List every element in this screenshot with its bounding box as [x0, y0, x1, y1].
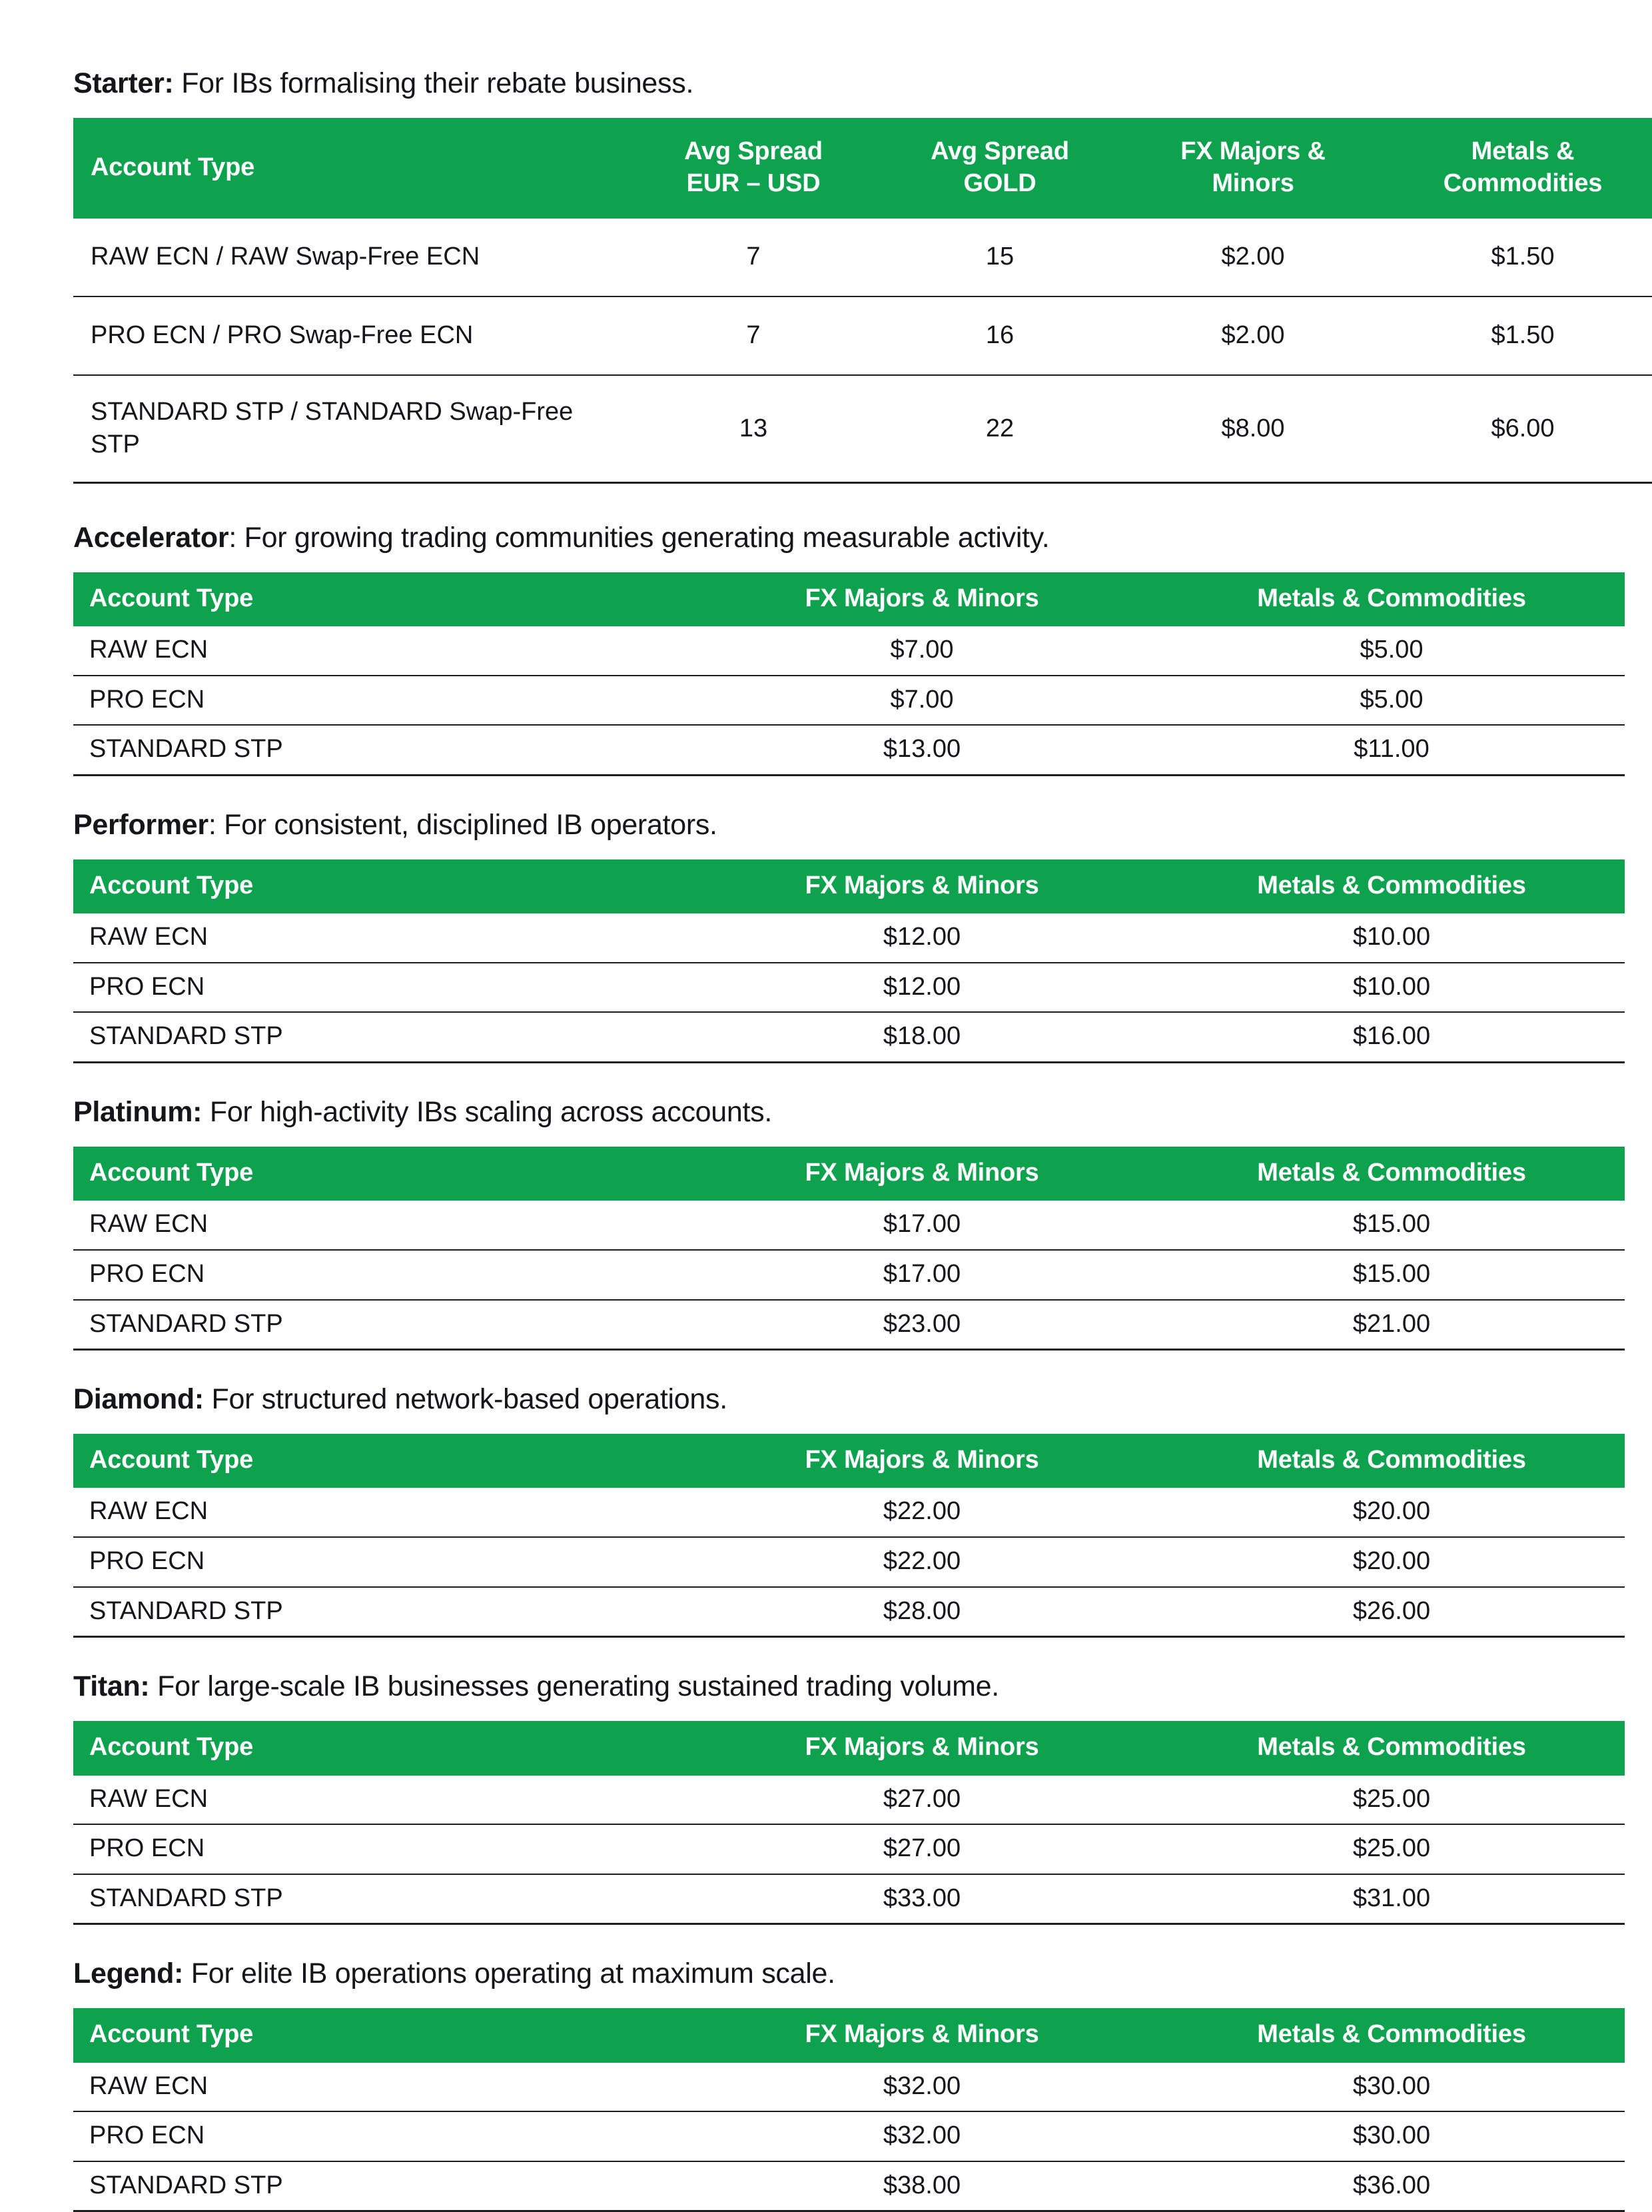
table-body-starter [73, 219, 1652, 482]
table-platinum [73, 1147, 1625, 1351]
tier-label-accelerator: Accelerator [73, 521, 229, 554]
tier-description-accelerator: : For growing trading communities generating measurable activity. [228, 521, 1050, 554]
column-header-metals-commodities: Metals & Commodities [1158, 1721, 1625, 1776]
header-row [73, 118, 1652, 219]
tier-description-performer: : For consistent, disciplined IB operators. [208, 808, 717, 841]
tier-label-diamond: Diamond: [73, 1383, 204, 1416]
table-row [73, 1012, 1625, 1062]
table-row [73, 2111, 1625, 2161]
spacer [73, 1925, 1579, 1957]
cell-account-type: RAW ECN [73, 913, 685, 963]
cell-fx-majors-minors: $12.00 [685, 913, 1158, 963]
table-row [73, 913, 1625, 963]
cell-account-type: RAW ECN [73, 1201, 685, 1250]
table-body-titan [73, 1776, 1625, 1924]
cell-metals-commodities: $5.00 [1158, 676, 1625, 726]
cell-fx-majors-minors: $32.00 [685, 2111, 1158, 2161]
cell-metals-commodities: $30.00 [1158, 2111, 1625, 2161]
column-header-metals-commodities: Metals & Commodities [1158, 1434, 1625, 1488]
table-row [73, 1537, 1625, 1587]
cell-account-type: STANDARD STP [73, 1012, 685, 1062]
tier-label-starter: Starter: [73, 67, 174, 99]
spacer [73, 1063, 1579, 1095]
table-header-performer [73, 859, 1625, 914]
cell-metals-commodities: $16.00 [1158, 1012, 1625, 1062]
cell-fx-majors-minors: $27.00 [685, 1824, 1158, 1874]
table-body-diamond [73, 1488, 1625, 1636]
table-row [73, 296, 1652, 375]
cell-account-type: RAW ECN / RAW Swap-Free ECN [73, 219, 630, 296]
table-starter [73, 118, 1652, 484]
table-row [73, 375, 1652, 482]
table-row [73, 2161, 1625, 2211]
section-title-accelerator [73, 521, 1579, 555]
cell-metals-commodities: $1.50 [1383, 296, 1652, 375]
cell-account-type: PRO ECN [73, 1537, 685, 1587]
column-header-fx-majors-minors: FX Majors & Minors [685, 1434, 1158, 1488]
cell-metals-commodities: $25.00 [1158, 1776, 1625, 1825]
cell-metals-commodities: $5.00 [1158, 626, 1625, 676]
cell-avg-spread-eurusd: 7 [630, 296, 877, 375]
cell-account-type: STANDARD STP [73, 1874, 685, 1924]
table-row [73, 963, 1625, 1013]
column-header-fx-majors-minors: FX Majors & Minors [685, 1147, 1158, 1201]
cell-avg-spread-gold: 15 [877, 219, 1123, 296]
cell-metals-commodities: $10.00 [1158, 913, 1625, 963]
column-header-fx-majors-minors: FX Majors & Minors [685, 2008, 1158, 2063]
table-row [73, 1824, 1625, 1874]
column-header-fx-majors-minors: FX Majors & Minors [685, 859, 1158, 914]
cell-avg-spread-eurusd: 7 [630, 219, 877, 296]
header-row [73, 1721, 1625, 1776]
cell-account-type: PRO ECN / PRO Swap-Free ECN [73, 296, 630, 375]
table-row [73, 2063, 1625, 2112]
cell-account-type: PRO ECN [73, 963, 685, 1013]
column-header-account-type: Account Type [73, 1147, 685, 1201]
cell-fx-majors-minors: $7.00 [685, 676, 1158, 726]
cell-fx-majors-minors: $18.00 [685, 1012, 1158, 1062]
column-header-fx-majors-minors: FX Majors & Minors [1123, 118, 1383, 219]
cell-metals-commodities: $20.00 [1158, 1488, 1625, 1537]
cell-fx-majors-minors: $38.00 [685, 2161, 1158, 2211]
column-header-metals-commodities: Metals & Commodities [1158, 1147, 1625, 1201]
tier-description-diamond: For structured network-based operations. [203, 1383, 727, 1416]
cell-account-type: STANDARD STP / STANDARD Swap-Free STP [73, 375, 630, 482]
table-body-performer [73, 913, 1625, 1062]
table-header-diamond [73, 1434, 1625, 1488]
cell-account-type: RAW ECN [73, 626, 685, 676]
cell-metals-commodities: $10.00 [1158, 963, 1625, 1013]
table-row [73, 1201, 1625, 1250]
cell-account-type: PRO ECN [73, 1250, 685, 1300]
table-body-accelerator [73, 626, 1625, 775]
spacer [73, 776, 1579, 808]
cell-metals-commodities: $20.00 [1158, 1537, 1625, 1587]
table-header-accelerator [73, 572, 1625, 627]
cell-account-type: RAW ECN [73, 2063, 685, 2112]
table-header-starter [73, 118, 1652, 219]
section-starter [73, 67, 1603, 484]
tier-label-performer: Performer [73, 808, 208, 841]
cell-metals-commodities: $11.00 [1158, 725, 1625, 775]
tier-label-titan: Titan: [73, 1670, 150, 1703]
tier-description-starter: For IBs formalising their rebate business. [173, 67, 694, 99]
table-row [73, 676, 1625, 726]
table-header-platinum [73, 1147, 1625, 1201]
table-row [73, 1874, 1625, 1924]
cell-fx-majors-minors: $12.00 [685, 963, 1158, 1013]
section-diamond [73, 1382, 1579, 1638]
column-header-metals-commodities: Metals & Commodities [1383, 118, 1652, 219]
table-row [73, 725, 1625, 775]
column-header-metals-commodities: Metals & Commodities [1158, 2008, 1625, 2063]
column-header-account-type: Account Type [73, 1721, 685, 1776]
cell-fx-majors-minors: $13.00 [685, 725, 1158, 775]
cell-metals-commodities: $36.00 [1158, 2161, 1625, 2211]
table-titan [73, 1721, 1625, 1925]
header-row [73, 572, 1625, 627]
header-row [73, 859, 1625, 914]
cell-account-type: PRO ECN [73, 676, 685, 726]
cell-account-type: STANDARD STP [73, 1587, 685, 1637]
section-title-starter [73, 67, 1579, 101]
cell-avg-spread-gold: 16 [877, 296, 1123, 375]
table-header-titan [73, 1721, 1625, 1776]
tier-label-platinum: Platinum: [73, 1095, 203, 1128]
table-row [73, 1776, 1625, 1825]
table-row [73, 1300, 1625, 1350]
table-row [73, 1587, 1625, 1637]
cell-fx-majors-minors: $33.00 [685, 1874, 1158, 1924]
table-legend [73, 2008, 1625, 2212]
table-header-legend [73, 2008, 1625, 2063]
cell-fx-majors-minors: $22.00 [685, 1488, 1158, 1537]
cell-fx-majors-minors: $2.00 [1123, 219, 1383, 296]
header-row [73, 1434, 1625, 1488]
column-header-account-type: Account Type [73, 859, 685, 914]
header-row [73, 1147, 1625, 1201]
cell-fx-majors-minors: $8.00 [1123, 375, 1383, 482]
section-legend [73, 1957, 1579, 2212]
cell-metals-commodities: $26.00 [1158, 1587, 1625, 1637]
cell-metals-commodities: $30.00 [1158, 2063, 1625, 2112]
spacer [73, 1351, 1579, 1382]
cell-metals-commodities: $15.00 [1158, 1201, 1625, 1250]
tier-description-platinum: For high-activity IBs scaling across accounts. [202, 1095, 772, 1128]
table-performer [73, 859, 1625, 1063]
cell-account-type: RAW ECN [73, 1776, 685, 1825]
section-performer [73, 808, 1579, 1063]
cell-fx-majors-minors: $27.00 [685, 1776, 1158, 1825]
tier-description-legend: For elite IB operations operating at maximum scale. [183, 1957, 835, 1990]
table-row [73, 1488, 1625, 1537]
column-header-avg-spread-gold: Avg Spread GOLD [877, 118, 1123, 219]
section-title-performer [73, 808, 1579, 842]
tier-description-titan: For large-scale IB businesses generating sustained trading volume. [149, 1670, 999, 1703]
cell-metals-commodities: $6.00 [1383, 375, 1652, 482]
table-row [73, 1250, 1625, 1300]
cell-account-type: PRO ECN [73, 1824, 685, 1874]
cell-fx-majors-minors: $17.00 [685, 1250, 1158, 1300]
column-header-account-type: Account Type [73, 118, 630, 219]
column-header-metals-commodities: Metals & Commodities [1158, 572, 1625, 627]
cell-fx-majors-minors: $2.00 [1123, 296, 1383, 375]
tier-label-legend: Legend: [73, 1957, 184, 1990]
column-header-account-type: Account Type [73, 2008, 685, 2063]
section-platinum [73, 1095, 1579, 1351]
table-row [73, 219, 1652, 296]
spacer [73, 1638, 1579, 1670]
cell-account-type: STANDARD STP [73, 1300, 685, 1350]
column-header-fx-majors-minors: FX Majors & Minors [685, 572, 1158, 627]
table-diamond [73, 1434, 1625, 1638]
cell-fx-majors-minors: $22.00 [685, 1537, 1158, 1587]
cell-metals-commodities: $1.50 [1383, 219, 1652, 296]
section-accelerator [73, 521, 1579, 776]
section-title-platinum [73, 1095, 1579, 1129]
cell-account-type: STANDARD STP [73, 2161, 685, 2211]
section-title-legend [73, 1957, 1579, 1991]
cell-fx-majors-minors: $32.00 [685, 2063, 1158, 2112]
column-header-metals-commodities: Metals & Commodities [1158, 859, 1625, 914]
table-row [73, 626, 1625, 676]
column-header-account-type: Account Type [73, 572, 685, 627]
cell-fx-majors-minors: $7.00 [685, 626, 1158, 676]
cell-fx-majors-minors: $23.00 [685, 1300, 1158, 1350]
cell-metals-commodities: $25.00 [1158, 1824, 1625, 1874]
section-titan [73, 1670, 1579, 1925]
cell-fx-majors-minors: $17.00 [685, 1201, 1158, 1250]
cell-account-type: STANDARD STP [73, 725, 685, 775]
cell-avg-spread-gold: 22 [877, 375, 1123, 482]
table-accelerator [73, 572, 1625, 776]
table-body-legend [73, 2063, 1625, 2211]
cell-metals-commodities: $31.00 [1158, 1874, 1625, 1924]
cell-account-type: PRO ECN [73, 2111, 685, 2161]
table-body-platinum [73, 1201, 1625, 1349]
column-header-fx-majors-minors: FX Majors & Minors [685, 1721, 1158, 1776]
cell-metals-commodities: $15.00 [1158, 1250, 1625, 1300]
cell-avg-spread-eurusd: 13 [630, 375, 877, 482]
section-title-diamond [73, 1382, 1579, 1416]
cell-metals-commodities: $21.00 [1158, 1300, 1625, 1350]
column-header-avg-spread-eurusd: Avg Spread EUR – USD [630, 118, 877, 219]
column-header-account-type: Account Type [73, 1434, 685, 1488]
spacer [73, 484, 1579, 521]
cell-account-type: RAW ECN [73, 1488, 685, 1537]
section-title-titan [73, 1670, 1579, 1704]
cell-fx-majors-minors: $28.00 [685, 1587, 1158, 1637]
header-row [73, 2008, 1625, 2063]
